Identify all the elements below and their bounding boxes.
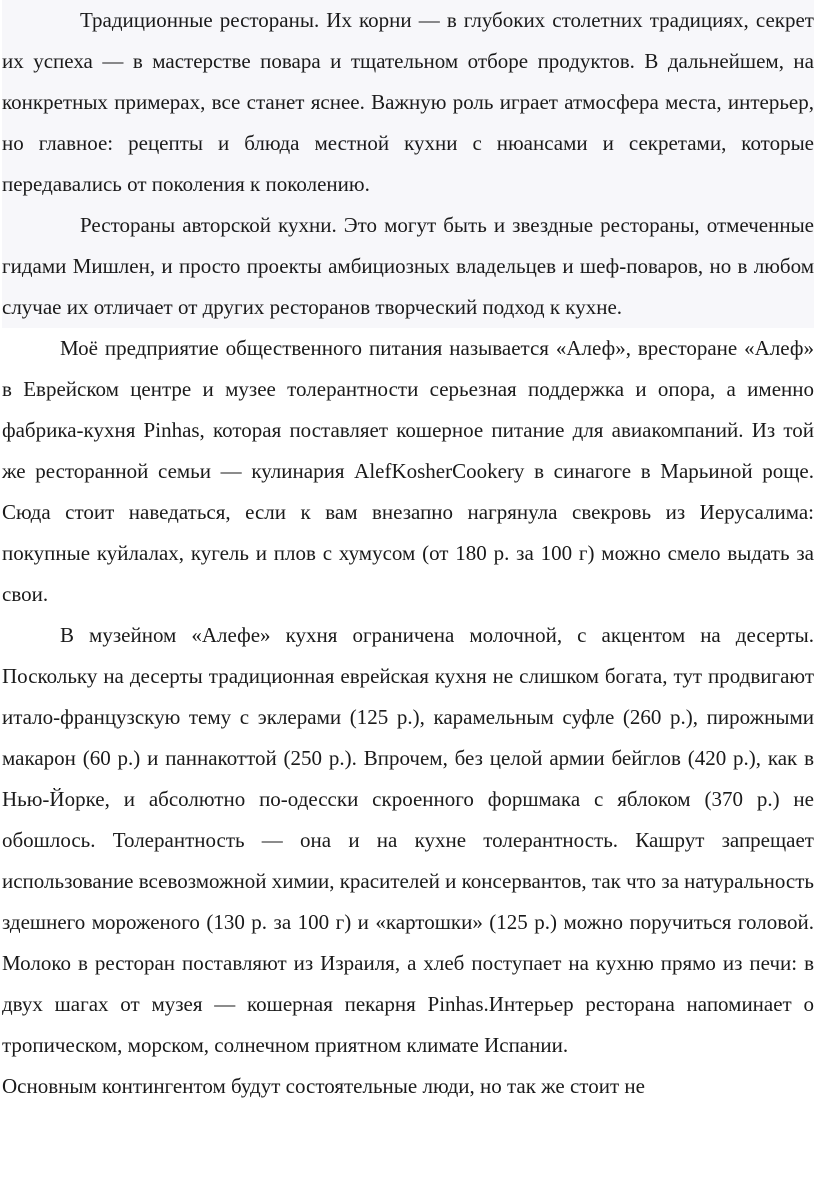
paragraph-alef-enterprise: Моё предприятие общественного питания называется «Алеф», вресторане «Алеф» в Еврейском центре и музее толерантности серьезная поддержка и опора, а именно фабрика-кухня Pinhas, которая поставляет кошерное питание для авиакомпаний. Из той же ресторанной семьи — кулинария AlefKosherCookery в синагоге в Марьиной роще. Сюда стоит наведаться, если к вам внезапно нагрянула свекровь из Иерусалима: покупные куйлалах, кугель и плов с хумусом (от 180 р. за 100 г) можно смело выдать за свои. <box>2 336 814 606</box>
document-body <box>2 0 814 1107</box>
paragraph-author-cuisine: Рестораны авторской кухни. Это могут быть и звездные рестораны, отмеченные гидами Мишлен, и просто проекты амбициозных владельцев и шеф-поваров, но в любом случае их отличает от других ресторанов творческий подход к кухне. <box>2 205 814 328</box>
paragraph-traditional-restaurants: Традиционные рестораны. Их корни — в глубоких столетних традициях, секрет их успеха — в мастерстве повара и тщательном отборе продуктов. В дальнейшем, на конкретных примерах, все станет яснее. Важную роль играет атмосфера места, интерьер, но главное: рецепты и блюда местной кухни с нюансами и секретами, которые передавались от поколения к поколению. <box>2 0 814 205</box>
paragraph-museum-alef: В музейном «Алефе» кухня ограничена молочной, с акцентом на десерты. Поскольку на десерты традиционная еврейская кухня не слишком богата, тут продвигают итало-французскую тему с эклерами (125 р.), карамельным суфле (260 р.), пирожными макарон (60 р.) и паннакоттой (250 р.). Впрочем, без целой армии бейглов (420 р.), как в Нью-Йорке, и абсолютно по-одесски скроенного форшмака с яблоком (370 р.) не обошлось. Толерантность — она и на кухне толерантность. Кашрут запрещает использование всевозможной химии, красителей и консервантов, так что за натуральность здешнего мороженого (130 р. за 100 г) и «картошки» (125 р.) можно поручиться головой. Молоко в ресторан поставляют из Израиля, а хлеб поступает на кухню прямо из печи: в двух шагах от музея — кошерная пекарня Pinhas.Интерьер ресторана напоминает о тропическом, морском, солнечном приятном климате Испании. <box>2 623 814 1057</box>
paragraph-target-audience: Основным контингентом будут состоятельные люди, но так же стоит не <box>2 1074 645 1098</box>
